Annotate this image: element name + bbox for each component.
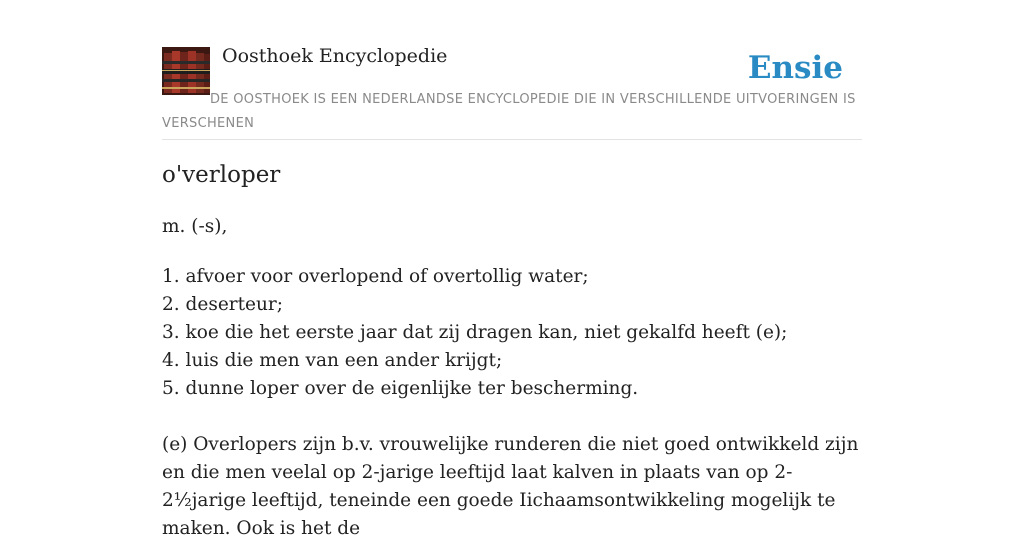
definition-item: 2. deserteur; — [162, 294, 283, 315]
page-container — [162, 0, 862, 539]
definition-item: 1. afvoer voor overlopend of overtollig water; — [162, 266, 589, 287]
article-title: o'verloper — [162, 162, 281, 188]
definition-item: 5. dunne loper over de eigenlijke ter bescherming. — [162, 378, 639, 399]
ensie-brand-link[interactable]: Ensie — [747, 50, 843, 86]
definition-item: 4. luis die men van een ander krijgt; — [162, 350, 503, 371]
grammar-info: m. (-s), — [162, 216, 228, 237]
site-title-link[interactable]: Oosthoek Encyclopedie — [222, 45, 448, 67]
site-description: DE OOSTHOEK IS EEN NEDERLANDSE ENCYCLOPEDIE DIE IN VERSCHILLENDE UITVOERINGEN IS VERSCHENEN — [162, 92, 856, 131]
definition-item: 3. koe die het eerste jaar dat zij dragen kan, niet gekalfd heeft (e); — [162, 322, 788, 343]
article-note: (e) Overlopers zijn b.v. vrouwelijke runderen die niet goed ontwikkeld zijn en die men veelal op 2-jarige leeftijd laat kalven in plaats van op 2-2½jarige leeftijd, teneinde een goede Iichaamsontwikkeling mogelijk te maken. Ook is het de — [162, 434, 859, 539]
site-header — [162, 0, 862, 140]
definition-list — [162, 263, 787, 403]
